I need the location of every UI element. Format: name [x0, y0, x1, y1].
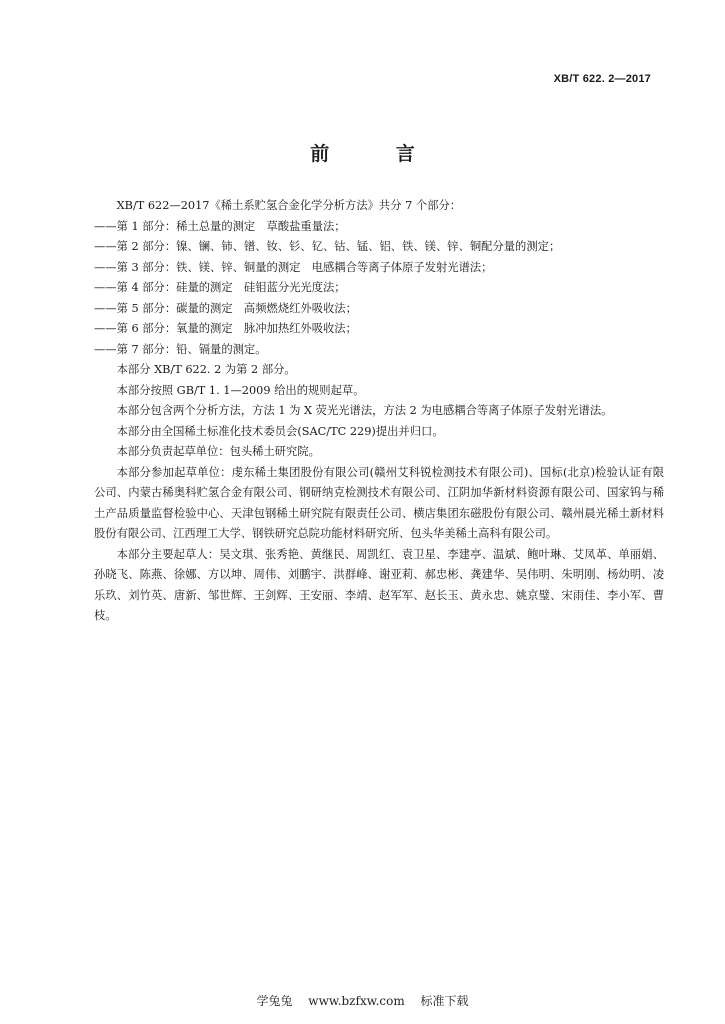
- drafters-paragraph: 本部分主要起草人：吴文琪、张秀艳、黄继民、周凯红、袁卫星、李建亭、温斌、鲍叶琳、艾凤革、单丽娟、孙晓飞、陈燕、徐娜、方以坤、周伟、刘鹏宇、洪群峰、谢亚莉、郝忠彬、龚建华、吴伟明、朱明刚、杨幼明、凌乐玖、刘竹英、唐新、邹世辉、王剑辉、王安丽、李靖、赵军军、赵长玉、黄永忠、姚京璧、宋雨佳、李小军、曹枝。: [94, 547, 664, 622]
- footer-site-name: 学兔兔: [256, 994, 293, 1008]
- part-list-item: ——第 4 部分：硅量的测定 硅钼蓝分光光度法；: [94, 281, 346, 294]
- standard-code: XB/T 622. 2—2017: [553, 73, 651, 85]
- part-list-item: ——第 6 部分：氧量的测定 脉冲加热红外吸收法；: [94, 322, 357, 335]
- part-list-item: ——第 2 部分：镍、镧、铈、镨、钕、钐、钇、钴、锰、铝、铁、镁、锌、铜配分量的测定；: [94, 240, 561, 253]
- footer-caption: 标准下载: [420, 994, 469, 1008]
- part-list-item: ——第 3 部分：铁、镁、锌、铜量的测定 电感耦合等离子体原子发射光谱法；: [94, 260, 493, 274]
- page-title: 前 言: [310, 143, 445, 165]
- part-list-item: ——第 7 部分：铅、镉量的测定。: [94, 342, 267, 356]
- intro-paragraph: XB/T 622—2017《稀土系贮氢合金化学分析方法》共分 7 个部分：: [116, 199, 462, 212]
- body-paragraph: 本部分包含两个分析方法，方法 1 为 X 荧光光谱法，方法 2 为电感耦合等离子体原子发射光谱法。: [116, 404, 613, 417]
- body-paragraph: 本部分 XB/T 622. 2 为第 2 部分。: [116, 363, 296, 376]
- body-paragraph: 本部分由全国稀土标准化技术委员会(SAC/TC 229)提出并归口。: [116, 424, 444, 438]
- footer-url[interactable]: www.bzfxw.com: [308, 994, 405, 1008]
- body-paragraph: 本部分按照 GB/T 1. 1—2009 给出的规则起草。: [116, 383, 365, 397]
- footer-watermark: [0, 992, 725, 1009]
- part-list-item: ——第 1 部分：稀土总量的测定 草酸盐重量法；: [94, 219, 346, 233]
- participants-paragraph: 本部分参加起草单位：虔东稀土集团股份有限公司(赣州艾科锐检测技术有限公司)、国标(北京)检验认证有限公司、内蒙古稀奥科贮氢合金有限公司、钢研纳克检测技术有限公司、江阴加华新材料资源有限公司、国家钨与稀土产品质量监督检验中心、天津包钢稀土研究院有限责任公司、横店集团东磁股份有限公司、赣州晨光稀土新材料股份有限公司、江西理工大学、钢铁研究总院功能材料研究所、包头华美稀土高科有限公司。: [94, 465, 664, 540]
- document-body: [94, 196, 664, 627]
- body-paragraph: 本部分负责起草单位：包头稀土研究院。: [116, 445, 320, 458]
- part-list-item: ——第 5 部分：碳量的测定 高频燃烧红外吸收法；: [94, 301, 357, 315]
